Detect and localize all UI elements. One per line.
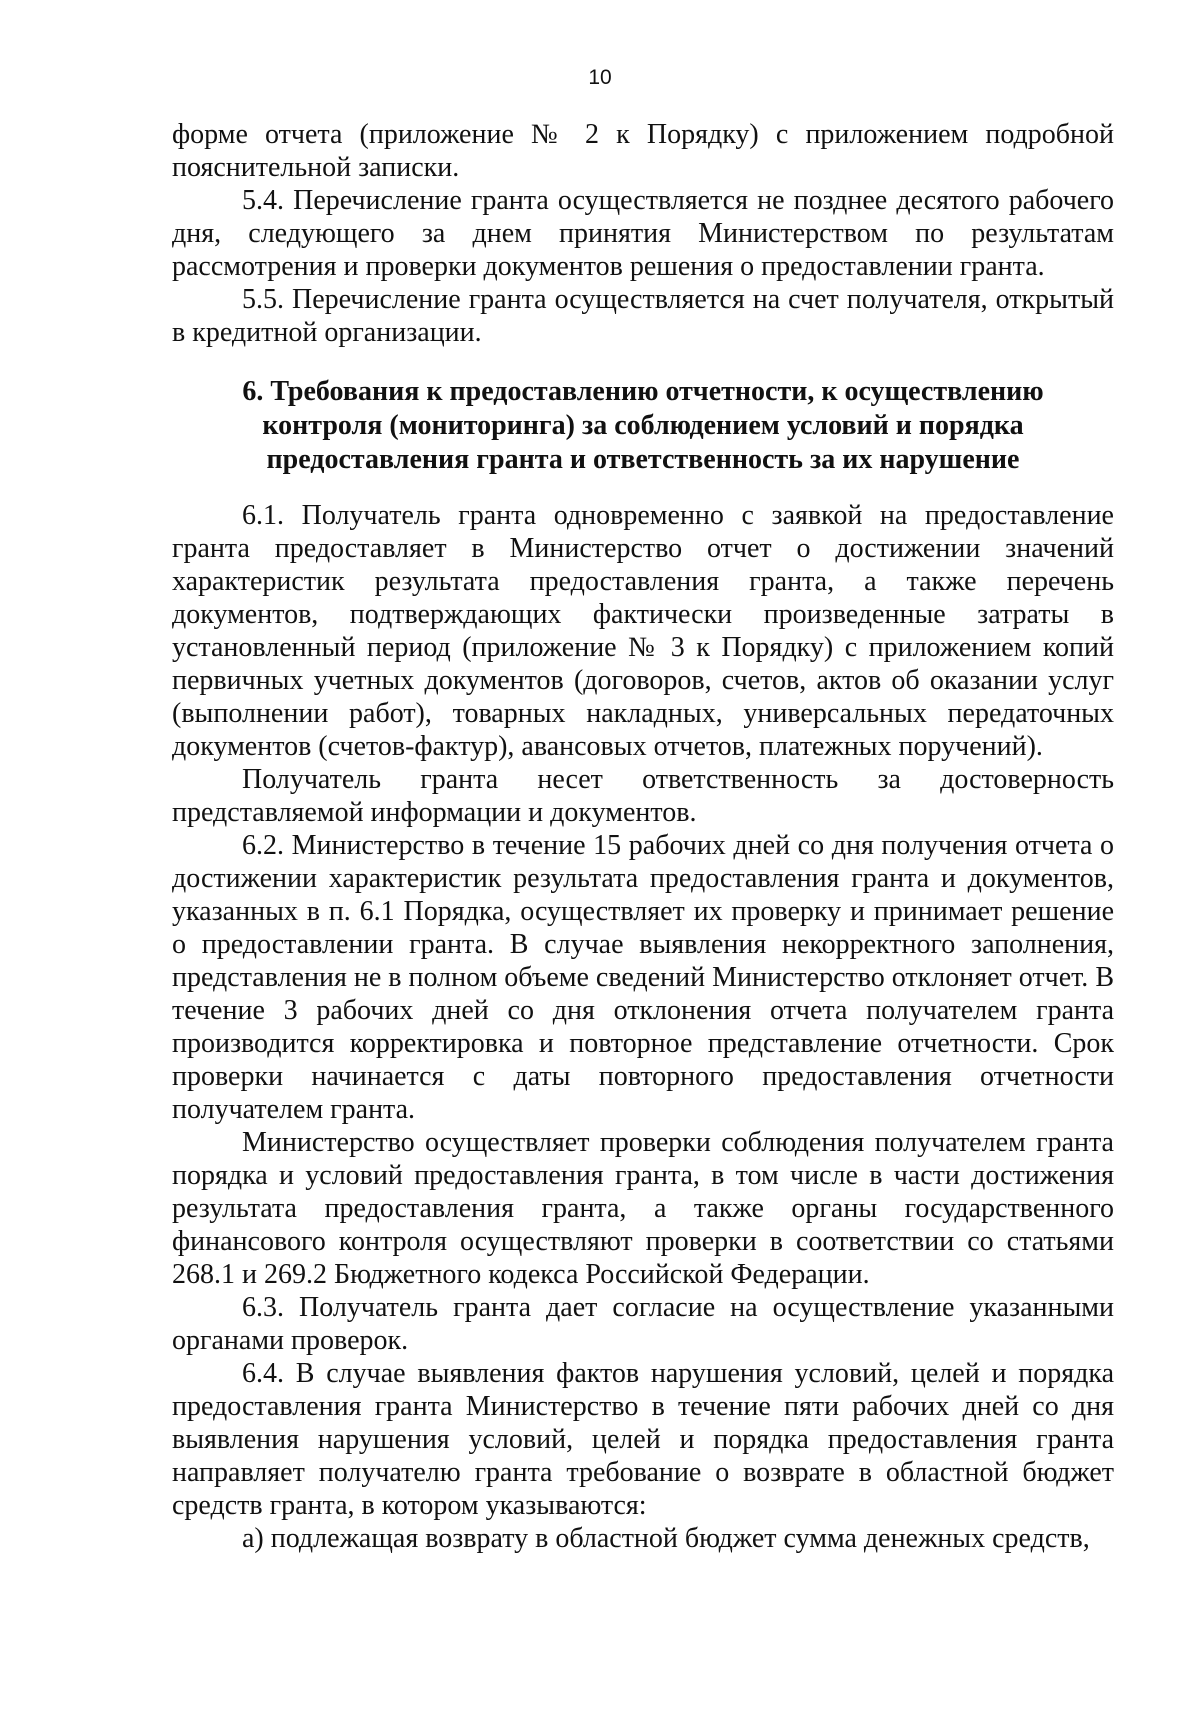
section-heading-line-2: контроля (мониторинга) за соблюдением условий и порядка — [262, 410, 1024, 441]
paragraph-responsibility: Получатель гранта несет ответственность за достоверность представляемой информации и документов. — [172, 764, 1114, 828]
section-heading-line-1: 6. Требования к предоставлению отчетности, к осуществлению — [242, 376, 1044, 407]
paragraph-6-2: 6.2. Министерство в течение 15 рабочих дней со дня получения отчета о достижении характеристик результата предоставления гранта и документов, указанных в п. 6.1 Порядка, осуществляет их проверку и принимает решение о предоставлении гранта. В случае выявления некорректного заполнения, представления не в полном объеме сведений Министерство отклоняет отчет. В течение 3 рабочих дней со дня отклонения отчета получателем гранта производится корректировка и повторное представление отчетности. Срок проверки начинается с даты повторного предоставления отчетности получателем гранта. — [172, 830, 1114, 1125]
paragraph-continuation: форме отчета (приложение № 2 к Порядку) с приложением подробной пояснительной записки. — [172, 119, 1114, 183]
paragraph-6-4: 6.4. В случае выявления фактов нарушения условий, целей и порядка предоставления гранта Министерство в течение пяти рабочих дней со дня выявления нарушения условий, целей и порядка предоставления гранта направляет получателю гранта требование о возврате в областной бюджет средств гранта, в котором указываются: — [172, 1358, 1114, 1521]
paragraph-ministry-checks: Министерство осуществляет проверки соблюдения получателем гранта порядка и условий предоставления гранта, в том числе в части достижения результата предоставления гранта, а также органы государственного финансового контроля осуществляют проверки в соответствии со статьями 268.1 и 269.2 Бюджетного кодекса Российской Федерации. — [172, 1127, 1114, 1290]
paragraph-5-5: 5.5. Перечисление гранта осуществляется на счет получателя, открытый в кредитной организации. — [172, 284, 1114, 348]
document-body — [172, 118, 1114, 1555]
paragraph-6-3: 6.3. Получатель гранта дает согласие на осуществление указанными органами проверок. — [172, 1292, 1114, 1356]
paragraph-6-1: 6.1. Получатель гранта одновременно с заявкой на предоставление гранта предоставляет в Министерство отчет о достижении значений характеристик результата предоставления гранта, а также перечень документов, подтверждающих фактически произведенные затраты в установленный период (приложение № 3 к Порядку) с приложением копий первичных учетных документов (договоров, счетов, актов об оказании услуг (выполнении работ), товарных накладных, универсальных передаточных документов (счетов-фактур), авансовых отчетов, платежных поручений). — [172, 500, 1114, 762]
section-6-heading — [172, 375, 1114, 477]
paragraph-5-4: 5.4. Перечисление гранта осуществляется не позднее десятого рабочего дня, следующего за днем принятия Министерством по результатам рассмотрения и проверки документов решения о предоставлении гранта. — [172, 185, 1114, 282]
paragraph-6-4-a: а) подлежащая возврату в областной бюджет сумма денежных средств, — [242, 1523, 1090, 1554]
page-number: 10 — [588, 66, 612, 89]
section-heading-line-3: предоставления гранта и ответственность за их нарушение — [266, 444, 1020, 475]
